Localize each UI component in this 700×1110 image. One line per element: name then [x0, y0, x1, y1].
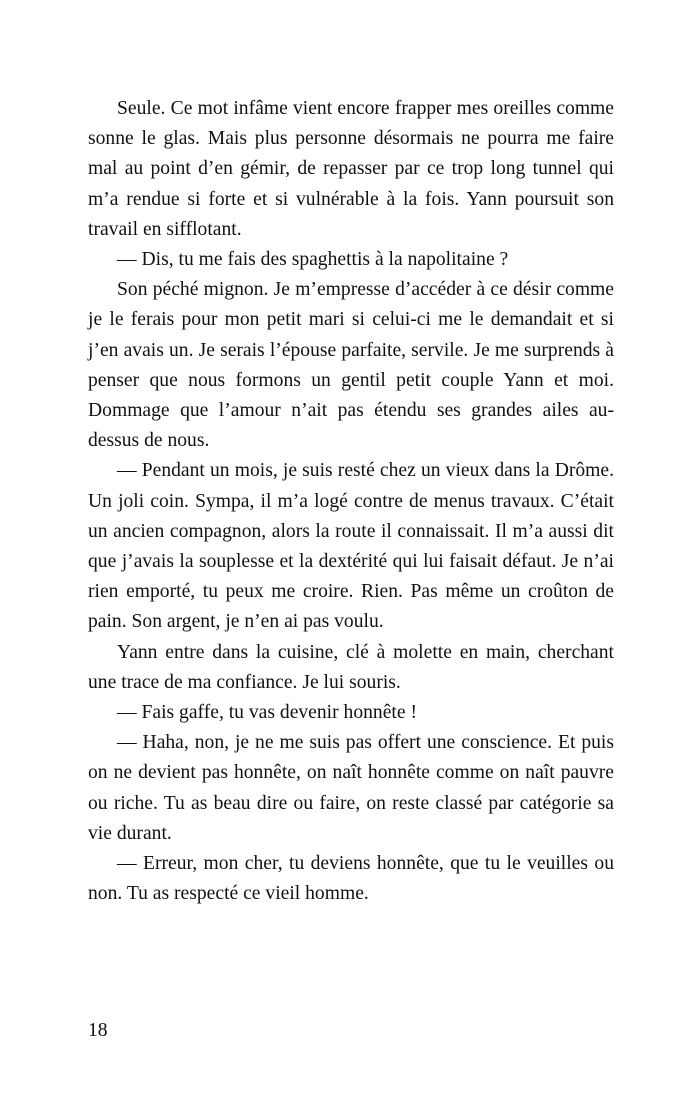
paragraph-7: — Haha, non, je ne me suis pas offert une conscience. Et puis on ne devient pas honnête, on naît honnête comme on naît pauvre ou riche. Tu as beau dire ou faire, on reste classé par catégorie sa vie durant.: [88, 732, 614, 844]
book-page-body: [88, 94, 614, 909]
paragraph-2: — Dis, tu me fais des spaghettis à la napolitaine ?: [117, 249, 509, 271]
paragraph-4: — Pendant un mois, je suis resté chez un vieux dans la Drôme. Un joli coin. Sympa, il m’a logé contre de menus travaux. C’était un ancien compagnon, alors la route il connaissait. Il m’a aussi dit que j’avais la souplesse et la dextérité qui lui faisait défaut. Je n’ai rien emporté, tu peux me croire. Rien. Pas même un croûton de pain. Son argent, je n’en ai pas voulu.: [88, 460, 614, 633]
page-number: 18: [88, 1020, 108, 1041]
paragraph-8: — Erreur, mon cher, tu deviens honnête, que tu le veuilles ou non. Tu as respecté ce vieil homme.: [88, 853, 614, 905]
paragraph-1: Seule. Ce mot infâme vient encore frapper mes oreilles comme sonne le glas. Mais plus personne désormais ne pourra me faire mal au point d’en gémir, de repasser par ce trop long tunnel qui m’a rendue si forte et si vulnérable à la fois. Yann poursuit son travail en sifflotant.: [88, 98, 614, 240]
paragraph-3: Son péché mignon. Je m’empresse d’accéder à ce désir comme je le ferais pour mon petit mari si celui-ci me le demandait et si j’en avais un. Je serais l’épouse parfaite, servile. Je me surprends à penser que nous formons un gentil petit couple Yann et moi. Dommage que l’amour n’ait pas étendu ses grandes ailes au-dessus de nous.: [88, 279, 614, 452]
paragraph-6: — Fais gaffe, tu vas devenir honnête !: [117, 702, 417, 724]
paragraph-5: Yann entre dans la cuisine, clé à molette en main, cherchant une trace de ma confiance. Je lui souris.: [88, 641, 614, 693]
